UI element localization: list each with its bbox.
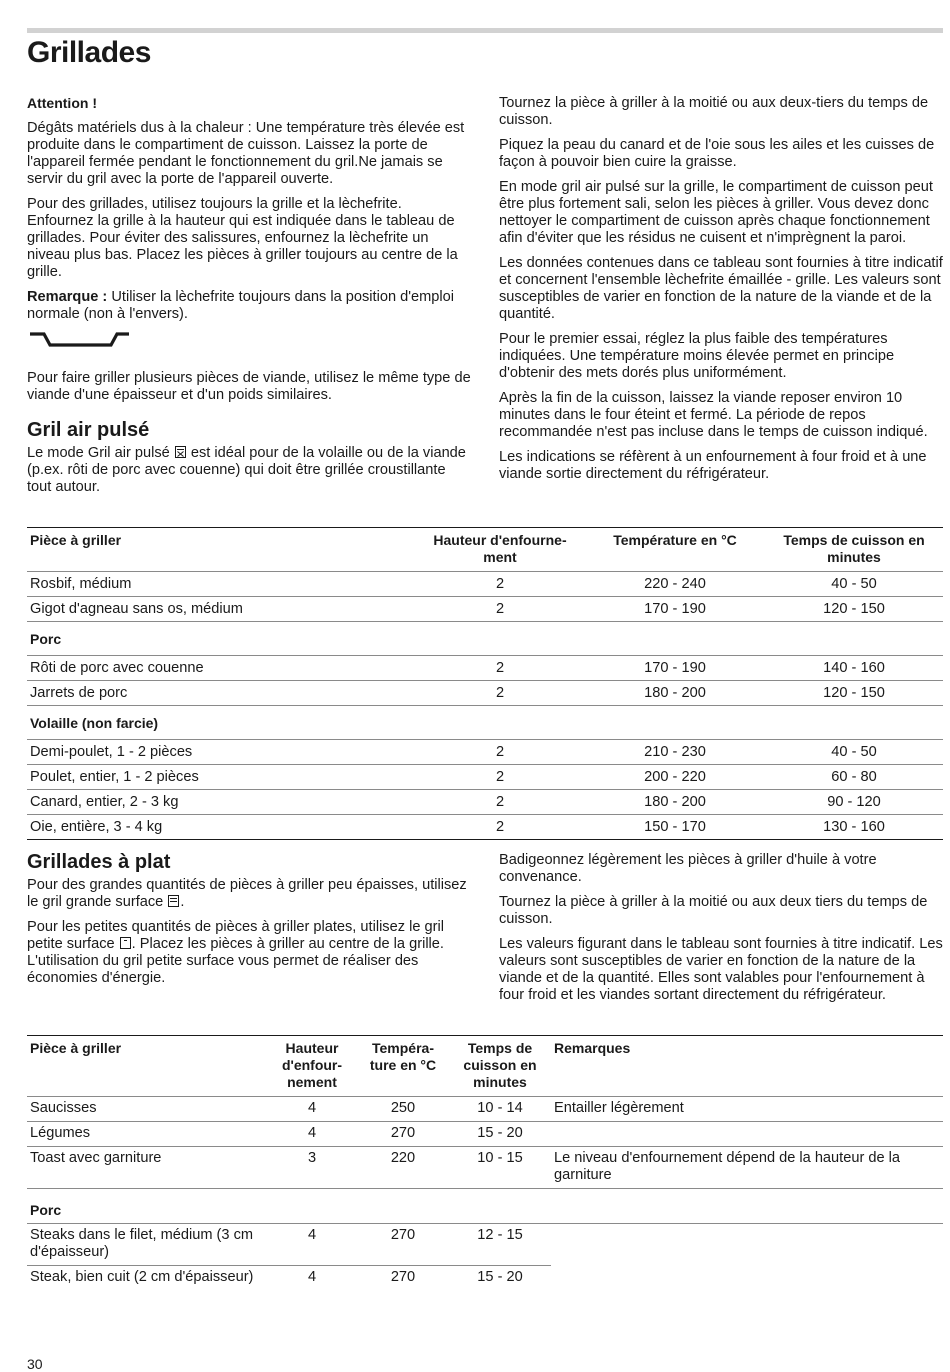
section-row [27,1189,943,1224]
col-header: Hauteur d'enfour- nement [267,1036,357,1097]
table-header-row [27,1036,943,1097]
col-header: Pièce à griller [27,528,415,572]
attention-text: Dégâts matériels dus à la chaleur : Une température très élevée est produite dans le compartiment de cuisson. Laissez la porte de l'appareil fermée pendant le fonctionnement du gril.Ne jamais se servir du gril avec la porte de l'appareil ouverte. [27,120,465,187]
cell: 90 - 120 [765,790,943,815]
cell: 4 [307,1269,317,1285]
col-header: Pièce à griller [27,1036,267,1097]
cell: 2 [415,656,585,681]
grill-instructions: Pour des grillades, utilisez toujours la grille et la lèchefrite. Enfournez la grille à la hauteur qui est indiquée dans le tableau de grillades. Pour éviter des salissures, enfournez la lèchefrite un niveau plus bas. Placez les pièces à griller toujours au centre de la grille. [27,196,458,280]
cell: Le niveau d'enfournement dépend de la hauteur de la garniture [551,1147,943,1189]
cell: 250 [357,1097,449,1122]
cell [551,1122,943,1147]
drip-pan-icon [29,331,472,356]
table-row [27,815,943,840]
cell: 10 - 14 [449,1097,551,1122]
cell: 210 - 230 [585,740,765,765]
table-header-row [27,528,943,572]
cell: 220 [357,1147,449,1189]
flat-grill-table [27,1035,943,1290]
cell: 12 - 15 [449,1224,551,1266]
section-row [27,622,943,656]
cell: 270 [390,1269,416,1285]
cell: Jarrets de porc [27,681,415,706]
col-header: Température en °C [585,528,765,572]
cell: 2 [415,597,585,622]
cell: Légumes [27,1122,267,1147]
remark [27,289,472,323]
cell: Toast avec garniture [27,1147,267,1189]
section-label: Porc [27,622,943,656]
cell [551,1266,943,1291]
cell: 180 - 200 [585,681,765,706]
small-surface-note [27,919,472,987]
left-column [27,95,472,504]
cell: Oie, entière, 3 - 4 kg [27,815,415,840]
cell: Saucisses [27,1097,267,1122]
table-row [27,1147,943,1189]
header-rule [27,28,943,33]
page-title: Grillades [27,36,151,69]
table-row [27,656,943,681]
cell: 40 - 50 [765,740,943,765]
cell: 2 [415,765,585,790]
section-label: Volaille (non farcie) [27,706,943,740]
first-try-note: Pour le premier essai, réglez la plus faible des températures indiquées. Une température moins élevée permet en principe d'obtenir des mets dorés plus uniformément. [499,331,895,381]
cell: 3 [267,1147,357,1189]
table-row [27,1097,943,1122]
cell: 2 [415,681,585,706]
turn-note-2: Tournez la pièce à griller à la moitié ou aux deux tiers du temps de cuisson. [499,894,928,927]
col-header: Temps de cuisson en minutes [765,528,943,572]
plat-left-column [27,850,472,995]
cell: 60 - 80 [765,765,943,790]
cell: Rosbif, médium [27,572,415,597]
cell: 150 - 170 [585,815,765,840]
table-row [27,681,943,706]
pierce-note: Piquez la peau du canard et de l'oie sous les ailes et les cuisses de façon à pouvoir bien cuire la graisse. [499,137,935,170]
right-column [499,95,944,491]
grill-table [27,527,943,840]
cell: 15 - 20 [449,1122,551,1147]
attention-label: Attention ! [27,95,97,111]
convection-grill-icon [175,446,186,458]
cell: Canard, entier, 2 - 3 kg [27,790,415,815]
cell: Entailler légèrement [551,1097,943,1122]
remark-text: Utiliser la lèchefrite toujours dans la position d'emploi normale (non à l'envers). [27,289,455,322]
resting-note: Après la fin de la cuisson, laissez la viande reposer environ 10 minutes dans le four éteint et fermé. La période de repos recommandée n'est pas incluse dans le temps de cuisson indiqué. [499,390,928,440]
col-header: Tempéra- ture en °C [357,1036,449,1097]
cell: 10 - 15 [449,1147,551,1189]
oil-note: Badigeonnez légèrement les pièces à griller d'huile à votre convenance. [499,852,877,885]
cell: 40 - 50 [765,572,943,597]
section-label: Porc [27,1189,943,1224]
cell: 120 - 150 [765,597,943,622]
cell: Poulet, entier, 1 - 2 pièces [27,765,415,790]
large-text-a: Pour des grandes quantités de pièces à griller peu épaisses, utilisez le gril grande surface [27,877,467,910]
large-surface-grill-icon [168,895,179,907]
cell: 140 - 160 [765,656,943,681]
cell: 270 [357,1122,449,1147]
col-header: Remarques [551,1036,943,1097]
table-row [27,572,943,597]
cell: Steaks dans le filet, médium (3 cm d'épaisseur) [27,1224,267,1266]
cell [551,1224,943,1266]
table-row [27,1122,943,1147]
cleaning-note: En mode gril air pulsé sur la grille, le compartiment de cuisson peut être plus fortement sali, selon les pièces à griller. Vous devez donc nettoyer le compartiment de cuisson après chaque fonctionnement afin d'éviter que les résidus ne cuisent et n'imprègnent la paroi. [499,179,933,246]
remark-label: Remarque : [27,289,108,305]
table-row [27,1224,943,1266]
small-text-a: Pour les petites quantités de pièces à griller plates, utilisez le gril petite surface [27,919,444,952]
cell: 2 [415,815,585,840]
gril-air-pulse-text [27,445,472,496]
cell: 4 [267,1224,357,1266]
grillades-a-plat-heading: Grillades à plat [27,851,171,873]
gril-text-a: Le mode Gril air pulsé [27,445,174,461]
cell: 120 - 150 [765,681,943,706]
cold-oven-note: Les indications se réfèrent à un enfournement à four froid et à une viande sortie directement du réfrigérateur. [499,449,927,482]
large-text-b: . [180,894,185,910]
small-surface-grill-icon [120,937,131,949]
large-surface-note [27,877,472,911]
table-row [27,740,943,765]
plat-right-column [499,852,944,1012]
gril-air-pulse-heading: Gril air pulsé [27,419,150,441]
table-row [27,790,943,815]
col-header: Hauteur d'enfourne- ment [415,528,585,572]
indicative-note: Les données contenues dans ce tableau sont fournies à titre indicatif et concernent l'ensemble lèchefrite émaillée - grille. Les valeurs sont susceptibles de varier en fonction de la nature de la viande et de la quantité. [499,255,943,322]
values-note: Les valeurs figurant dans le tableau sont fournies à titre indicatif. Les valeurs sont susceptibles de varier en fonction de la nature de la viande et de la quantité. Elles sont valables pour l'enfournement à four froid et les viandes sortant directement du réfrigérateur. [499,936,943,1003]
gril-text-b: est idéal pour de la volaille ou de la viande (p.ex. rôti de porc avec couenne) qui doit être grillée croustillante tout autour. [27,445,466,495]
section-row [27,706,943,740]
cell: 15 - 20 [477,1269,523,1285]
table-row [27,1266,943,1291]
cell: 220 - 240 [585,572,765,597]
col-header: Temps de cuisson en minutes [449,1036,551,1097]
cell: 170 - 190 [585,656,765,681]
same-meat-note: Pour faire griller plusieurs pièces de viande, utilisez le même type de viande d'une épaisseur et d'un poids similaires. [27,370,471,403]
table-row [27,765,943,790]
cell: 2 [415,790,585,815]
cell: 170 - 190 [585,597,765,622]
cell: 4 [267,1122,357,1147]
table-row [27,597,943,622]
cell: 200 - 220 [585,765,765,790]
cell: Gigot d'agneau sans os, médium [27,597,415,622]
cell: 130 - 160 [765,815,943,840]
cell: 4 [267,1097,357,1122]
turn-note: Tournez la pièce à griller à la moitié ou aux deux-tiers du temps de cuisson. [499,95,929,128]
cell: Rôti de porc avec couenne [27,656,415,681]
cell: 2 [415,572,585,597]
small-text-b: . Placez les pièces à griller au centre de la grille. L'utilisation du gril petite surface vous permet de réaliser des économies d'énergie. [27,936,444,986]
cell: 2 [415,740,585,765]
cell: Demi-poulet, 1 - 2 pièces [27,740,415,765]
cell: Steak, bien cuit (2 cm d'épaisseur) [30,1269,254,1285]
cell: 270 [357,1224,449,1266]
cell: 180 - 200 [585,790,765,815]
page-number: 30 [27,1356,43,1372]
